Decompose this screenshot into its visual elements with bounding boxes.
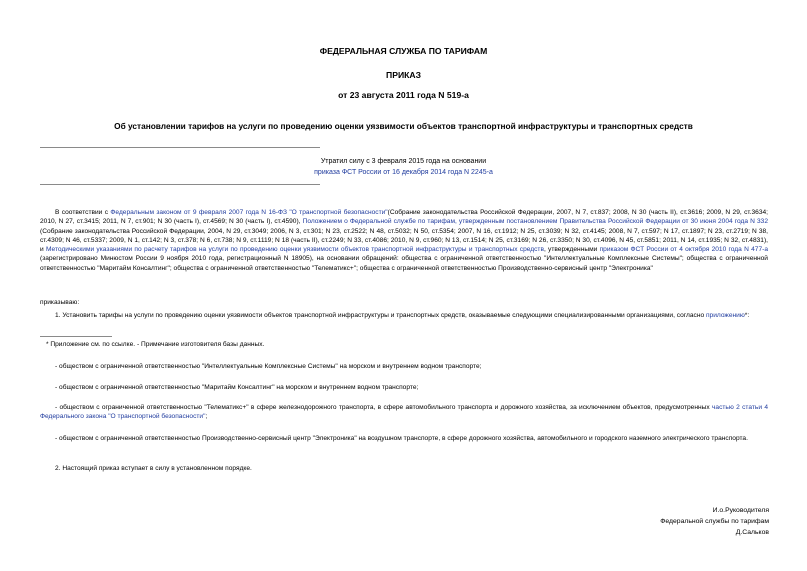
signature-position: И.о.Руководителя xyxy=(712,507,769,514)
preamble-text-4: , утвержденными xyxy=(543,246,600,254)
doc-date-number: от 23 августа 2011 года N 519-а xyxy=(338,90,469,100)
bullet-1: - обществом с ограниченной ответственностью "Интеллектуальные Комплексные Системы" на морском и внутреннем водном транспорте; xyxy=(55,363,482,370)
divider-bottom xyxy=(40,184,320,185)
item-1 xyxy=(40,311,768,320)
preamble-text-5: (зарегистрировано Минюстом России 9 ноября 2010 года, регистрационный N 18905), на основании обращений: общества с ограниченной ответственностью "Интеллектуальные Комплексные Системы"; общества с ограниченной ответственностью "Маритайм Консалтинг"; общества с ограниченной ответственностью "Телематикс+"; общества с ограниченной ответственностью Производственно-сервисный центр "Электроника" xyxy=(40,255,768,272)
status-note xyxy=(0,157,807,178)
methodical-guidelines-link[interactable]: Методическими указаниями по расчету тарифов на услуги по проведению оценки уязвимости объектов транспортной инфраструктуры и транспортных средств xyxy=(45,246,544,254)
bullet-3-text: - обществом с ограниченной ответственностью "Телематикс+" в сфере железнодорожного транспорта, в сфере автомобильного транспорта и дорожного хозяйства, за исключением объектов, предусмотренных xyxy=(55,404,712,411)
preamble-text-3: (Собрание законодательства Российской Федерации, 2004, N 29, ст.3049; 2006, N 3, ст.301; N 23, ст.2522; N 48, ст.5032; N 50, ст.5354; 2007, N 16, ст.1912; N 25, ст.3039; N 32, ст.4145; 2008, N 7, ст.597; N 17, ст.1897; N 23, ст.2719; N 38, ст.4309; N 46, ст.5337; 2009, N 1, ст.142; N 3, ст.378; N 6, ст.738; N 9, ст.1119; N 18 (часть II), ст.2249; N 33, ст.4086; 2010, N 9, ст.960; N 13, ст.1514; N 25, ст.3169; N 26, ст.3350; N 30, ст.4096, N 45, ст.5851; 2011, N 14, ст.1935; N 32, ст.4831), и xyxy=(40,227,768,254)
item-2: 2. Настоящий приказ вступает в силу в установленном порядке. xyxy=(55,465,252,472)
signature-block xyxy=(660,505,769,538)
agency-name: ФЕДЕРАЛЬНАЯ СЛУЖБА ПО ТАРИФАМ xyxy=(319,46,488,56)
fst-order-477a-link[interactable]: приказом ФСТ России от 4 октября 2010 года N 477-а xyxy=(599,246,768,254)
fst-regulation-link[interactable]: Положением о Федеральной службе по тарифам, утвержденным постановлением Правительства Российской Федерации от 30 июня 2004 года N 332 xyxy=(302,218,769,226)
bullet-4: - обществом с ограниченной ответственностью Производственно-сервисный центр "Электроника" на воздушном транспорте, в сфере дорожного хозяйства, автомобильного и городского наземного электрического транспорта. xyxy=(55,435,748,442)
preamble-text-2: (Собрание законодательства Российской Федерации, 2007, N 7, ст.837; 2008, N 30 (часть II), ст.3616; 2009, N 29, ст.3634; 2010, N 27, ст.3415; 2011, N 7, ст.901; N 30 (часть I), ст.4569; N 30 (часть I), ст.4590), xyxy=(40,209,769,226)
item-1-tail: *: xyxy=(744,312,750,319)
footnote: * Приложение см. по ссылке. - Примечание изготовителя базы данных. xyxy=(46,341,265,348)
divider-top xyxy=(40,147,320,148)
bullet-2: - обществом с ограниченной ответственностью "Маритайм Консалтинг" на морском и внутреннем водном транспорте; xyxy=(55,384,419,391)
item-1-text: 1. Установить тарифы на услуги по проведению оценки уязвимости объектов транспортной инфраструктуры и транспортных средств, оказываемые следующими специализированными организациями, согласно xyxy=(55,312,706,319)
signature-name: Д.Сальков xyxy=(735,529,769,536)
preamble-text-1: В соответствии с xyxy=(55,209,111,216)
footnote-divider xyxy=(40,336,112,337)
bullet-3 xyxy=(40,403,768,422)
preamble-paragraph xyxy=(40,208,768,273)
doc-title: Об установлении тарифов на услуги по проведению оценки уязвимости объектов транспортной инфраструктуры и транспортных средств xyxy=(114,121,693,131)
law-16fz-link[interactable]: Федеральным законом от 9 февраля 2007 года N 16-ФЗ "О транспортной безопасности" xyxy=(110,209,388,216)
order-word: приказываю: xyxy=(40,299,80,306)
appendix-link[interactable]: приложению xyxy=(705,312,745,319)
bullet-3-tail: ; xyxy=(205,413,208,421)
transport-safety-law-article-link[interactable]: частью 2 статьи 4 Федерального закона "О транспортной безопасности" xyxy=(40,404,768,421)
signature-agency: Федеральной службы по тарифам xyxy=(660,518,769,525)
doc-type: ПРИКАЗ xyxy=(386,70,421,80)
repeal-order-link[interactable]: приказа ФСТ России от 16 декабря 2014 года N 2245-а xyxy=(314,168,493,176)
status-note-line1: Утратил силу с 3 февраля 2015 года на основании xyxy=(320,158,487,165)
